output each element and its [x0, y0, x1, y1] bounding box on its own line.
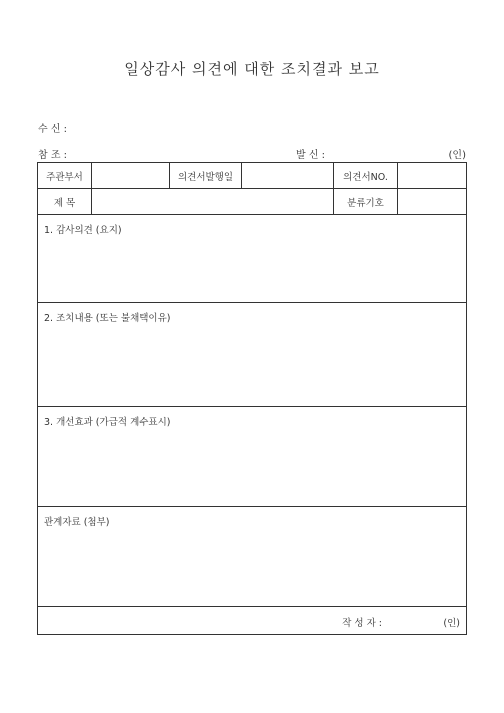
issue-date-value[interactable] [242, 163, 334, 189]
sender-label: 발 신 : [296, 150, 326, 161]
sender-seal: (인) [448, 150, 466, 161]
section-related-materials[interactable]: 관계자료 (첨부) [38, 507, 467, 607]
section-audit-opinion[interactable]: 1. 감사의견 (요지) [38, 215, 467, 303]
section-action-taken[interactable]: 2. 조치내용 (또는 불채택이유) [38, 303, 467, 407]
opinion-no-value[interactable] [398, 163, 467, 189]
class-code-label: 분류기호 [334, 189, 398, 215]
author-seal: (인) [443, 618, 460, 629]
author-row [38, 607, 467, 635]
subject-value[interactable] [92, 189, 334, 215]
dept-label: 주관부서 [38, 163, 92, 189]
report-form-table [37, 162, 467, 635]
opinion-no-label: 의견서NO. [334, 163, 398, 189]
author-label: 작 성 자 : [342, 618, 382, 629]
class-code-value[interactable] [398, 189, 467, 215]
dept-value[interactable] [92, 163, 170, 189]
recipient-label: 수 신 : [38, 124, 68, 135]
section-improvement-effect[interactable]: 3. 개선효과 (가급적 계수표시) [38, 407, 467, 507]
subject-label: 제 목 [38, 189, 92, 215]
reference-label: 참 조 : [38, 150, 68, 161]
issue-date-label: 의견서발행일 [170, 163, 242, 189]
document-title: 일상감사 의견에 대한 조치결과 보고 [124, 60, 380, 78]
